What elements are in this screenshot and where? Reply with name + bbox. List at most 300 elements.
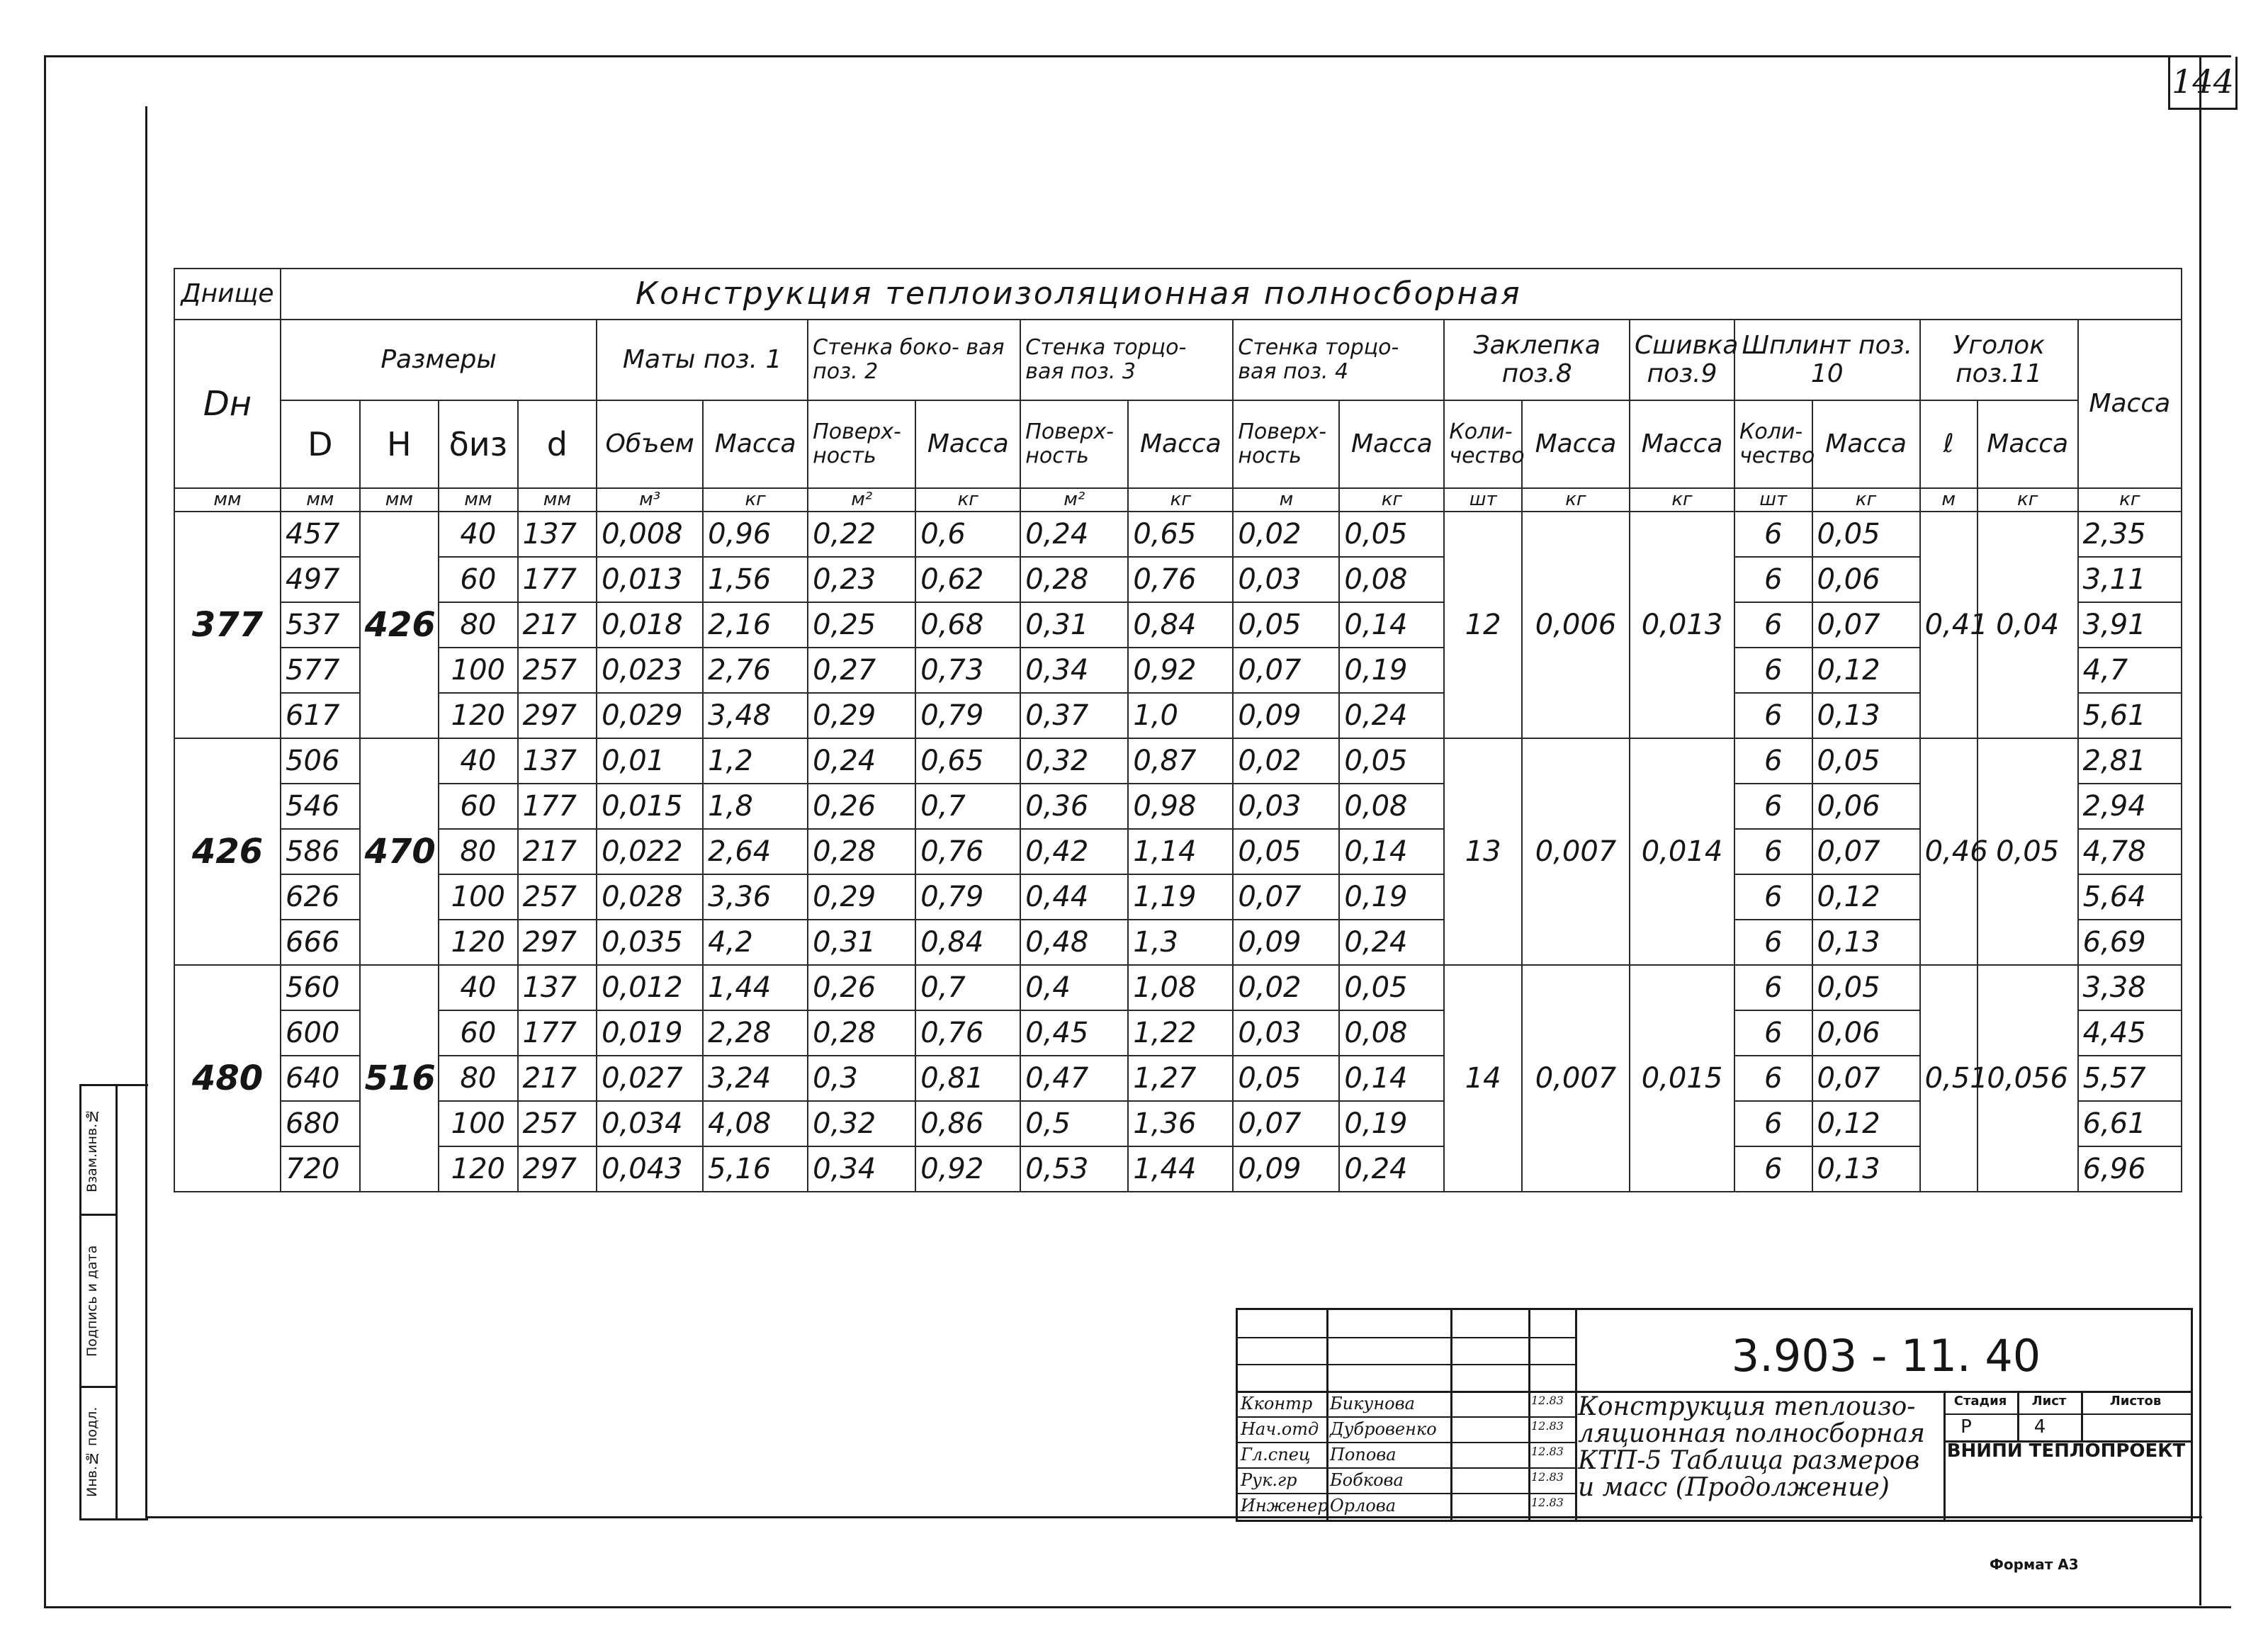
table-cell: 0,28 <box>808 829 915 874</box>
table-cell: 0,02 <box>1233 512 1339 557</box>
table-cell: 5,61 <box>2078 693 2182 738</box>
table-cell: 4,78 <box>2078 829 2182 874</box>
table-cell: 297 <box>518 920 597 965</box>
table-cell: 516 <box>360 965 439 1192</box>
table-cell: 377 <box>174 512 281 738</box>
subheader-cell: d <box>518 400 597 488</box>
table-cell: 0,51 <box>1920 965 1978 1192</box>
subheader-cell: Коли- чество <box>1444 400 1522 488</box>
table-cell: 720 <box>281 1146 360 1192</box>
table-cell: 0,01 <box>597 738 703 784</box>
table-cell: 6,61 <box>2078 1101 2182 1146</box>
table-cell: 1,19 <box>1128 874 1233 920</box>
table-cell: 1,44 <box>703 965 808 1010</box>
signature-role: Нач.отд <box>1241 1419 1319 1439</box>
table-cell: 14 <box>1444 965 1522 1192</box>
table-cell: 0,04 <box>1978 512 2078 738</box>
table-cell: 0,02 <box>1233 965 1339 1010</box>
subheader-cell: Поверх- ность <box>1020 400 1128 488</box>
table-cell: 0,92 <box>1128 648 1233 693</box>
table-cell: 60 <box>439 1010 518 1056</box>
table-cell: 3,36 <box>703 874 808 920</box>
table-cell: 600 <box>281 1010 360 1056</box>
stage-value: Р <box>1960 1416 1972 1438</box>
table-cell: 0,7 <box>915 965 1020 1010</box>
unit-cell: мм <box>518 488 597 512</box>
header-shivka: Сшивка поз.9 <box>1630 320 1734 400</box>
signature-date: 12.83 <box>1531 1470 1564 1484</box>
unit-cell: м <box>1233 488 1339 512</box>
table-cell: 3,24 <box>703 1056 808 1101</box>
table-cell: 0,06 <box>1812 784 1920 829</box>
table-cell: 0,08 <box>1339 784 1444 829</box>
table-cell: 0,24 <box>1339 1146 1444 1192</box>
table-cell: 137 <box>518 738 597 784</box>
subheader-cell: Масса <box>1128 400 1233 488</box>
table-cell: 506 <box>281 738 360 784</box>
table-cell: 0,05 <box>1233 1056 1339 1101</box>
table-cell: 0,62 <box>915 557 1020 602</box>
table-cell: 60 <box>439 784 518 829</box>
table-cell: 6 <box>1734 693 1812 738</box>
table-cell: 0,24 <box>808 738 915 784</box>
table-cell: 40 <box>439 965 518 1010</box>
signature-date: 12.83 <box>1531 1394 1564 1407</box>
table-cell: 40 <box>439 512 518 557</box>
table-cell: 6 <box>1734 1010 1812 1056</box>
table-cell: 0,92 <box>915 1146 1020 1192</box>
table-row <box>174 920 2182 965</box>
table-cell: 6 <box>1734 1101 1812 1146</box>
stamp-cell-inventory <box>81 1388 115 1516</box>
stamp-label-replacement: Взам.инв.№ <box>84 1107 100 1192</box>
signature-role: Гл.спец <box>1241 1445 1311 1464</box>
table-cell: 6 <box>1734 602 1812 648</box>
table-cell: 0,05 <box>1339 965 1444 1010</box>
table-cell: 546 <box>281 784 360 829</box>
table-cell: 0,014 <box>1630 738 1734 965</box>
table-cell: 1,3 <box>1128 920 1233 965</box>
subheader-cell: Масса <box>703 400 808 488</box>
table-cell: 0,73 <box>915 648 1020 693</box>
table-cell: 680 <box>281 1101 360 1146</box>
table-cell: 2,16 <box>703 602 808 648</box>
table-cell: 0,37 <box>1020 693 1128 738</box>
table-cell: 297 <box>518 1146 597 1192</box>
table-cell: 6 <box>1734 784 1812 829</box>
table-cell: 626 <box>281 874 360 920</box>
sheet-value: 4 <box>2033 1416 2046 1438</box>
table-cell: 100 <box>439 1101 518 1146</box>
table-cell: 5,57 <box>2078 1056 2182 1101</box>
table-row <box>174 738 2182 784</box>
table-cell: 0,012 <box>597 965 703 1010</box>
subheader-cell: δиз <box>439 400 518 488</box>
stamp-cell-replacement <box>81 1086 115 1216</box>
unit-cell: м² <box>808 488 915 512</box>
sheet-label: Лист <box>2031 1394 2067 1409</box>
table-cell: 137 <box>518 512 597 557</box>
unit-cell: кг <box>1128 488 1233 512</box>
table-cell: 457 <box>281 512 360 557</box>
table-cell: 0,008 <box>597 512 703 557</box>
table-cell: 0,84 <box>915 920 1020 965</box>
subheader-cell: Масса <box>1630 400 1734 488</box>
table-cell: 0,26 <box>808 965 915 1010</box>
table-cell: 426 <box>360 512 439 738</box>
table-cell: 0,006 <box>1522 512 1630 738</box>
table-cell: 1,44 <box>1128 1146 1233 1192</box>
signature-date: 12.83 <box>1531 1445 1564 1458</box>
table-cell: 6 <box>1734 1146 1812 1192</box>
table-cell: 6,69 <box>2078 920 2182 965</box>
table-cell: 177 <box>518 784 597 829</box>
table-cell: 1,14 <box>1128 829 1233 874</box>
table-cell: 177 <box>518 557 597 602</box>
table-cell: 1,08 <box>1128 965 1233 1010</box>
table-cell: 4,08 <box>703 1101 808 1146</box>
unit-cell: шт <box>1734 488 1812 512</box>
subheader-cell: Поверх- ность <box>808 400 915 488</box>
table-cell: 0,45 <box>1020 1010 1128 1056</box>
table-cell: 0,06 <box>1812 1010 1920 1056</box>
table-cell: 0,13 <box>1812 920 1920 965</box>
signature-name: Бикунова <box>1330 1394 1415 1413</box>
table-cell: 6 <box>1734 920 1812 965</box>
table-cell: 0,09 <box>1233 1146 1339 1192</box>
header-title: Конструкция теплоизоляционная полносборная <box>281 269 2182 320</box>
header-dn: Dн <box>174 320 281 487</box>
table-cell: 0,41 <box>1920 512 1978 738</box>
unit-cell: шт <box>1444 488 1522 512</box>
unit-cell: кг <box>703 488 808 512</box>
table-cell: 0,68 <box>915 602 1020 648</box>
unit-cell: м² <box>1020 488 1128 512</box>
table-cell: 4,2 <box>703 920 808 965</box>
table-cell: 0,34 <box>808 1146 915 1192</box>
header-maty: Маты поз. 1 <box>597 320 808 400</box>
unit-cell: кг <box>1812 488 1920 512</box>
table-cell: 257 <box>518 874 597 920</box>
table-cell: 0,07 <box>1233 1101 1339 1146</box>
table-cell: 6 <box>1734 829 1812 874</box>
table-cell: 4,45 <box>2078 1010 2182 1056</box>
table-cell: 0,07 <box>1812 829 1920 874</box>
table-cell: 0,76 <box>915 1010 1020 1056</box>
table-cell: 0,79 <box>915 874 1020 920</box>
title-block <box>1236 1308 2193 1522</box>
table-cell: 217 <box>518 602 597 648</box>
table-cell: 666 <box>281 920 360 965</box>
table-cell: 0,84 <box>1128 602 1233 648</box>
table-cell: 0,14 <box>1339 1056 1444 1101</box>
table-cell: 6 <box>1734 965 1812 1010</box>
stage-label: Стадия <box>1953 1394 2007 1409</box>
signature-name: Орлова <box>1330 1496 1397 1516</box>
table-cell: 560 <box>281 965 360 1010</box>
table-cell: 137 <box>518 965 597 1010</box>
sheets-label: Листов <box>2109 1394 2162 1409</box>
table-cell: 80 <box>439 1056 518 1101</box>
table-cell: 60 <box>439 557 518 602</box>
table-cell: 257 <box>518 1101 597 1146</box>
table-cell: 217 <box>518 829 597 874</box>
table-cell: 6,96 <box>2078 1146 2182 1192</box>
table-cell: 0,02 <box>1233 738 1339 784</box>
table-cell: 0,96 <box>703 512 808 557</box>
table-cell: 426 <box>174 738 281 965</box>
table-cell: 0,07 <box>1233 874 1339 920</box>
table-cell: 6 <box>1734 512 1812 557</box>
table-row <box>174 1101 2182 1146</box>
table-cell: 617 <box>281 693 360 738</box>
table-cell: 0,13 <box>1812 1146 1920 1192</box>
signature-role: Рук.гр <box>1241 1470 1297 1490</box>
table-cell: 0,05 <box>1339 738 1444 784</box>
table-cell: 470 <box>360 738 439 965</box>
table-cell: 0,34 <box>1020 648 1128 693</box>
table-cell: 1,8 <box>703 784 808 829</box>
table-cell: 3,11 <box>2078 557 2182 602</box>
subheader-cell: Коли- чество <box>1734 400 1812 488</box>
table-cell: 3,91 <box>2078 602 2182 648</box>
table-cell: 0,023 <box>597 648 703 693</box>
table-cell: 0,32 <box>808 1101 915 1146</box>
table-cell: 0,013 <box>1630 512 1734 738</box>
unit-cell: мм <box>281 488 360 512</box>
format-label: Формат А3 <box>1990 1556 2079 1573</box>
header-shplint: Шплинт поз. 10 <box>1734 320 1920 400</box>
table-cell: 0,24 <box>1339 920 1444 965</box>
table-cell: 0,12 <box>1812 648 1920 693</box>
table-cell: 586 <box>281 829 360 874</box>
unit-cell: м <box>1920 488 1978 512</box>
table-cell: 0,12 <box>1812 874 1920 920</box>
header-stenka-bokovaya: Стенка боко- вая поз. 2 <box>808 320 1020 400</box>
table-cell: 40 <box>439 738 518 784</box>
table-cell: 297 <box>518 693 597 738</box>
dimensions-mass-table <box>174 268 2182 1192</box>
table-cell: 640 <box>281 1056 360 1101</box>
table-cell: 0,034 <box>597 1101 703 1146</box>
table-cell: 0,018 <box>597 602 703 648</box>
table-cell: 0,76 <box>1128 557 1233 602</box>
table-cell: 2,28 <box>703 1010 808 1056</box>
table-cell: 1,27 <box>1128 1056 1233 1101</box>
unit-cell: мм <box>439 488 518 512</box>
table-cell: 0,07 <box>1812 1056 1920 1101</box>
table-cell: 1,22 <box>1128 1010 1233 1056</box>
table-row <box>174 1010 2182 1056</box>
signature-date: 12.83 <box>1531 1496 1564 1509</box>
table-cell: 5,16 <box>703 1146 808 1192</box>
table-cell: 537 <box>281 602 360 648</box>
table-cell: 0,22 <box>808 512 915 557</box>
table-row <box>174 1056 2182 1101</box>
table-cell: 80 <box>439 829 518 874</box>
header-stenka-tortsovaya-3: Стенка торцо- вая поз. 3 <box>1020 320 1233 400</box>
table-cell: 0,31 <box>808 920 915 965</box>
subheader-cell: Масса <box>1522 400 1630 488</box>
table-cell: 0,42 <box>1020 829 1128 874</box>
table-cell: 0,98 <box>1128 784 1233 829</box>
table-cell: 0,19 <box>1339 648 1444 693</box>
table-cell: 0,09 <box>1233 693 1339 738</box>
table-cell: 0,07 <box>1233 648 1339 693</box>
table-cell: 120 <box>439 1146 518 1192</box>
table-cell: 100 <box>439 648 518 693</box>
table-cell: 0,03 <box>1233 557 1339 602</box>
table-cell: 177 <box>518 1010 597 1056</box>
table-row <box>174 693 2182 738</box>
table-cell: 0,25 <box>808 602 915 648</box>
table-cell: 0,12 <box>1812 1101 1920 1146</box>
table-row <box>174 512 2182 557</box>
table-cell: 0,05 <box>1812 738 1920 784</box>
table-cell: 0,019 <box>597 1010 703 1056</box>
table-cell: 0,81 <box>915 1056 1020 1101</box>
table-cell: 0,013 <box>597 557 703 602</box>
table-cell: 0,24 <box>1339 693 1444 738</box>
table-cell: 497 <box>281 557 360 602</box>
table-cell: 0,08 <box>1339 557 1444 602</box>
table-cell: 6 <box>1734 738 1812 784</box>
subheader-cell: Поверх- ность <box>1233 400 1339 488</box>
table-cell: 0,03 <box>1233 1010 1339 1056</box>
table-cell: 2,81 <box>2078 738 2182 784</box>
table-cell: 6 <box>1734 1056 1812 1101</box>
table-cell: 0,05 <box>1339 512 1444 557</box>
table-cell: 80 <box>439 602 518 648</box>
table-cell: 0,29 <box>808 874 915 920</box>
table-cell: 0,29 <box>808 693 915 738</box>
table-cell: 12 <box>1444 512 1522 738</box>
table-cell: 577 <box>281 648 360 693</box>
table-cell: 0,015 <box>1630 965 1734 1192</box>
unit-cell: кг <box>2078 488 2182 512</box>
header-dnishe: Днище <box>174 269 281 320</box>
subheader-cell: Масса <box>915 400 1020 488</box>
table-cell: 0,06 <box>1812 557 1920 602</box>
subheader-cell: Масса <box>1978 400 2078 488</box>
table-cell: 0,007 <box>1522 738 1630 965</box>
table-cell: 0,08 <box>1339 1010 1444 1056</box>
table-row <box>174 557 2182 602</box>
table-cell: 0,53 <box>1020 1146 1128 1192</box>
signature-name: Попова <box>1330 1445 1397 1464</box>
table-cell: 0,05 <box>1978 738 2078 965</box>
signature-role: Кконтр <box>1241 1394 1313 1413</box>
table-cell: 1,0 <box>1128 693 1233 738</box>
table-cell: 217 <box>518 1056 597 1101</box>
table-cell: 0,028 <box>597 874 703 920</box>
table-cell: 0,36 <box>1020 784 1128 829</box>
table-cell: 0,022 <box>597 829 703 874</box>
table-cell: 0,03 <box>1233 784 1339 829</box>
organization-name: ВНИПИ ТЕПЛОПРОЕКТ <box>1946 1440 2186 1462</box>
table-cell: 480 <box>174 965 281 1192</box>
table-cell: 2,94 <box>2078 784 2182 829</box>
table-cell: 0,23 <box>808 557 915 602</box>
table-cell: 4,7 <box>2078 648 2182 693</box>
table-cell: 100 <box>439 874 518 920</box>
signature-name: Дубровенко <box>1330 1419 1437 1439</box>
table-cell: 0,65 <box>915 738 1020 784</box>
table-cell: 0,05 <box>1233 829 1339 874</box>
stamp-label-inventory: Инв.№ подл. <box>84 1406 100 1497</box>
table-cell: 0,31 <box>1020 602 1128 648</box>
table-cell: 1,2 <box>703 738 808 784</box>
unit-cell: кг <box>1339 488 1444 512</box>
table-cell: 6 <box>1734 874 1812 920</box>
sheet-corner-number: 144 <box>2168 57 2238 110</box>
unit-cell: кг <box>1978 488 2078 512</box>
table-cell: 0,27 <box>808 648 915 693</box>
unit-cell: кг <box>1630 488 1734 512</box>
table-cell: 3,38 <box>2078 965 2182 1010</box>
table-cell: 1,56 <box>703 557 808 602</box>
table-cell: 0,029 <box>597 693 703 738</box>
table-cell: 0,015 <box>597 784 703 829</box>
table-cell: 0,007 <box>1522 965 1630 1192</box>
header-ugolok: Уголок поз.11 <box>1920 320 2078 400</box>
table-cell: 0,48 <box>1020 920 1128 965</box>
unit-cell: кг <box>1522 488 1630 512</box>
signature-date: 12.83 <box>1531 1419 1564 1433</box>
table-row <box>174 784 2182 829</box>
table-cell: 1,36 <box>1128 1101 1233 1146</box>
subheader-cell: Масса <box>1339 400 1444 488</box>
table-cell: 0,28 <box>808 1010 915 1056</box>
subheader-cell: Объем <box>597 400 703 488</box>
table-cell: 0,47 <box>1020 1056 1128 1101</box>
table-cell: 0,05 <box>1812 512 1920 557</box>
table-cell: 0,027 <box>597 1056 703 1101</box>
header-razmery: Размеры <box>281 320 597 400</box>
signature-role: Инженер <box>1241 1496 1328 1516</box>
table-cell: 2,76 <box>703 648 808 693</box>
subheader-cell: Масса <box>1812 400 1920 488</box>
table-cell: 0,46 <box>1920 738 1978 965</box>
signature-name: Бобкова <box>1330 1470 1404 1490</box>
table-cell: 0,87 <box>1128 738 1233 784</box>
table-cell: 0,86 <box>915 1101 1020 1146</box>
table-cell: 0,05 <box>1812 965 1920 1010</box>
unit-cell: мм <box>174 488 281 512</box>
table-cell: 0,14 <box>1339 829 1444 874</box>
header-zaklepka: Заклепка поз.8 <box>1444 320 1630 400</box>
table-cell: 0,44 <box>1020 874 1128 920</box>
table-cell: 5,64 <box>2078 874 2182 920</box>
unit-cell: мм <box>360 488 439 512</box>
table-cell: 0,13 <box>1812 693 1920 738</box>
table-cell: 0,4 <box>1020 965 1128 1010</box>
subheader-cell: ℓ <box>1920 400 1978 488</box>
header-stenka-tortsovaya-4: Стенка торцо- вая поз. 4 <box>1233 320 1444 400</box>
table-row <box>174 1146 2182 1192</box>
table-cell: 0,28 <box>1020 557 1128 602</box>
table-cell: 0,19 <box>1339 1101 1444 1146</box>
table-row <box>174 965 2182 1010</box>
table-row <box>174 648 2182 693</box>
left-stamp-column <box>79 1084 148 1520</box>
table-cell: 120 <box>439 693 518 738</box>
table-cell: 0,26 <box>808 784 915 829</box>
table-cell: 0,035 <box>597 920 703 965</box>
table-cell: 0,65 <box>1128 512 1233 557</box>
table-cell: 257 <box>518 648 597 693</box>
table-cell: 0,19 <box>1339 874 1444 920</box>
